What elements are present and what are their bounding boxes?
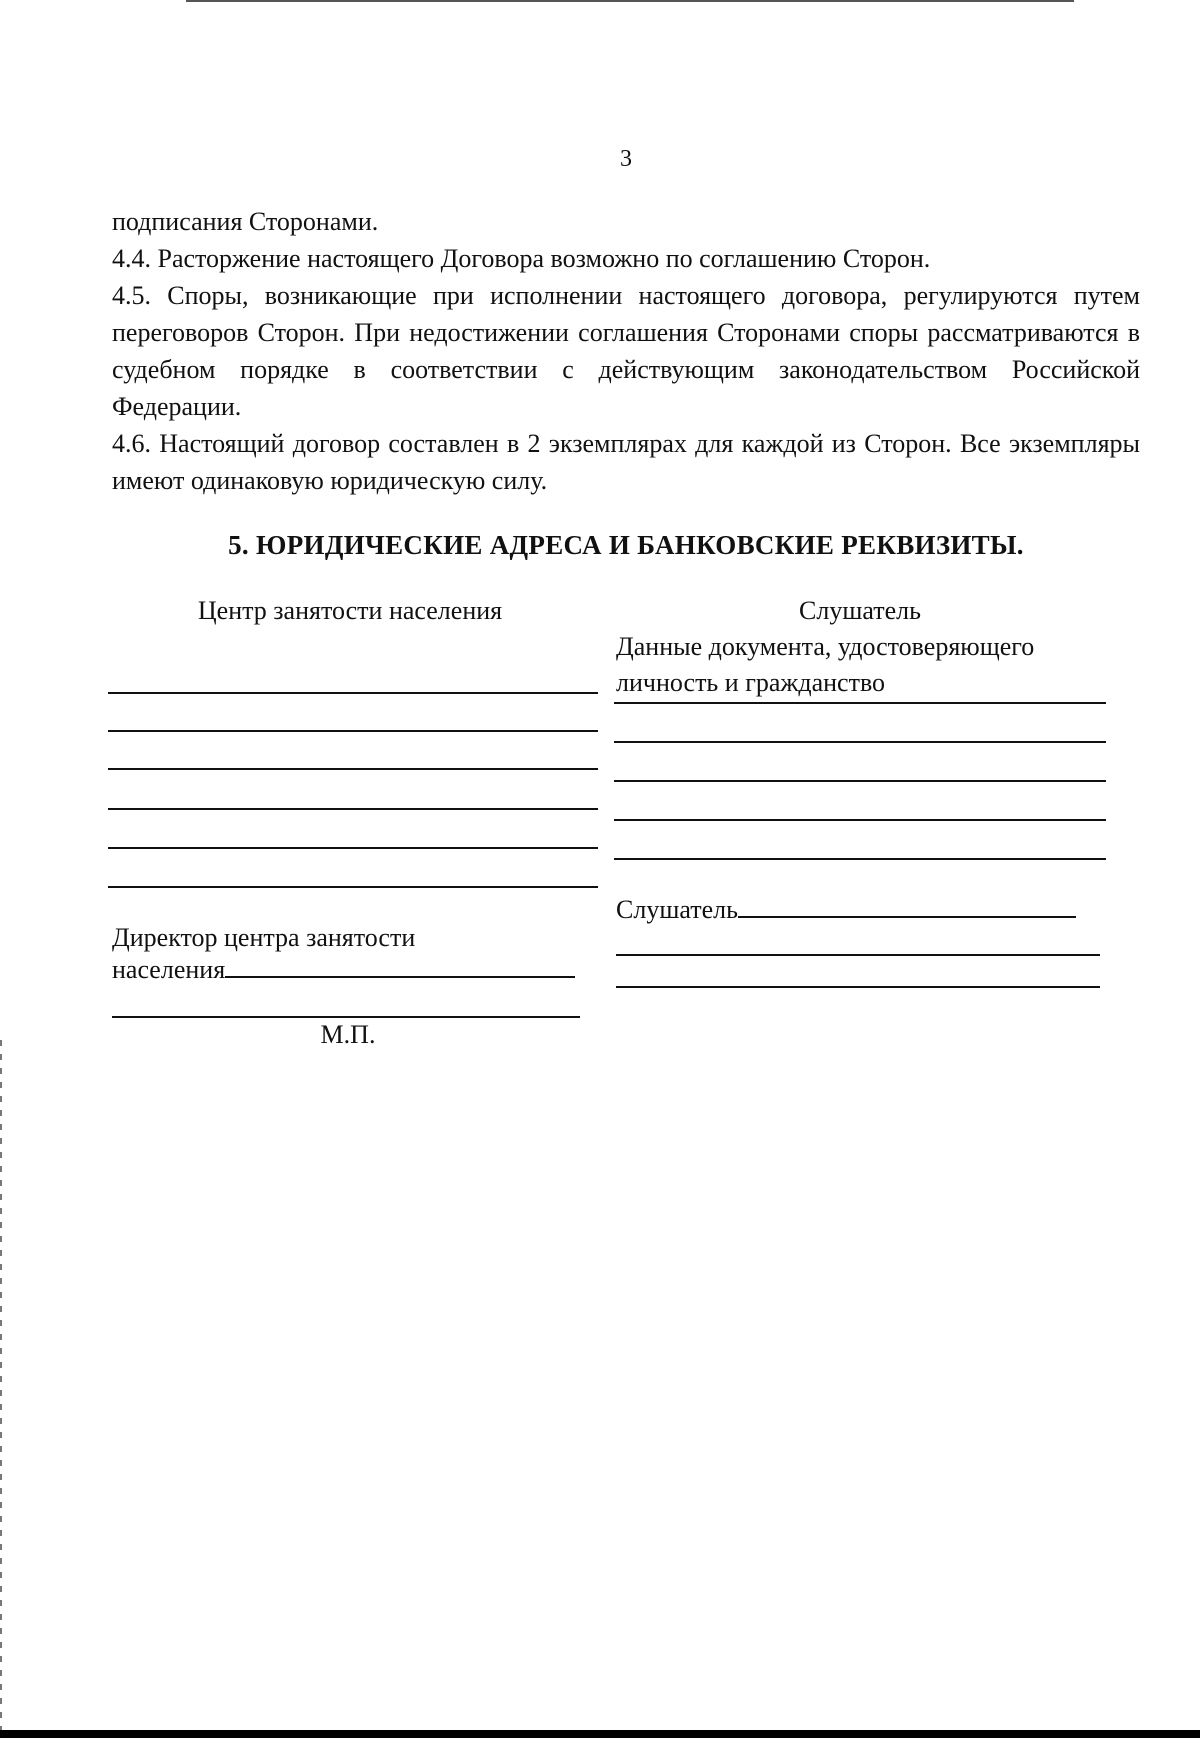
section-5-heading: 5. ЮРИДИЧЕСКИЕ АДРЕСА И БАНКОВСКИЕ РЕКВИЗИТЫ. (228, 530, 1024, 560)
listener-signature-label: Слушатель (616, 895, 738, 924)
scan-top-edge (186, 0, 1074, 2)
listener-requisite-line[interactable] (614, 819, 1106, 821)
listener-signature-extra-line[interactable] (616, 954, 1100, 956)
director-name-line[interactable] (112, 1016, 580, 1018)
listener-requisite-line[interactable] (614, 780, 1106, 782)
employment-center-requisite-line[interactable] (108, 768, 598, 770)
director-signature-field[interactable] (225, 954, 575, 978)
paragraph-4-6: 4.6. Настоящий договор составлен в 2 экземплярах для каждой из Сторон. Все экземпляры имеют одинаковую юридическую силу. (112, 429, 1140, 495)
paragraph-continuation: подписания Сторонами. (112, 207, 379, 236)
listener-requisite-line[interactable] (614, 858, 1106, 860)
listener-id-document-label-line1: Данные документа, удостоверяющего (616, 632, 1035, 661)
director-label-line1: Директор центра занятости (112, 923, 416, 952)
listener-title: Слушатель (799, 596, 921, 625)
employment-center-title: Центр занятости населения (197, 596, 503, 625)
employment-center-requisite-line[interactable] (108, 847, 598, 849)
listener-signature-extra-line[interactable] (616, 986, 1100, 988)
scan-left-edge (0, 1040, 2, 1730)
stamp-place-label: М.П. (320, 1020, 376, 1049)
paragraph-4-4: 4.4. Расторжение настоящего Договора возможно по соглашению Сторон. (112, 244, 931, 273)
page-number: 3 (620, 146, 632, 172)
listener-requisite-line[interactable] (614, 741, 1106, 743)
listener-id-document-label-line2: личность и гражданство (616, 668, 886, 697)
employment-center-requisite-line[interactable] (108, 808, 598, 810)
employment-center-requisite-line[interactable] (108, 730, 598, 732)
director-signature-block (112, 922, 592, 986)
employment-center-requisite-line[interactable] (108, 692, 598, 694)
listener-id-document-label (616, 629, 1112, 701)
listener-signature-row (616, 894, 1076, 926)
paragraph-4-5: 4.5. Споры, возникающие при исполнении настоящего договора, регулируются путем переговоров Сторон. При недостижении соглашения Сторонами споры рассматриваются в судебном порядке в соответствии с действующим законодательством Российской Федерации. (112, 281, 1140, 421)
listener-requisite-line[interactable] (614, 702, 1106, 704)
contract-terms-text (112, 203, 1140, 499)
listener-signature-field[interactable] (738, 894, 1076, 918)
director-label-line2: населения (112, 955, 226, 984)
director-label-row (112, 954, 592, 986)
scan-bottom-border (0, 1730, 1200, 1738)
employment-center-requisite-line[interactable] (108, 886, 598, 888)
